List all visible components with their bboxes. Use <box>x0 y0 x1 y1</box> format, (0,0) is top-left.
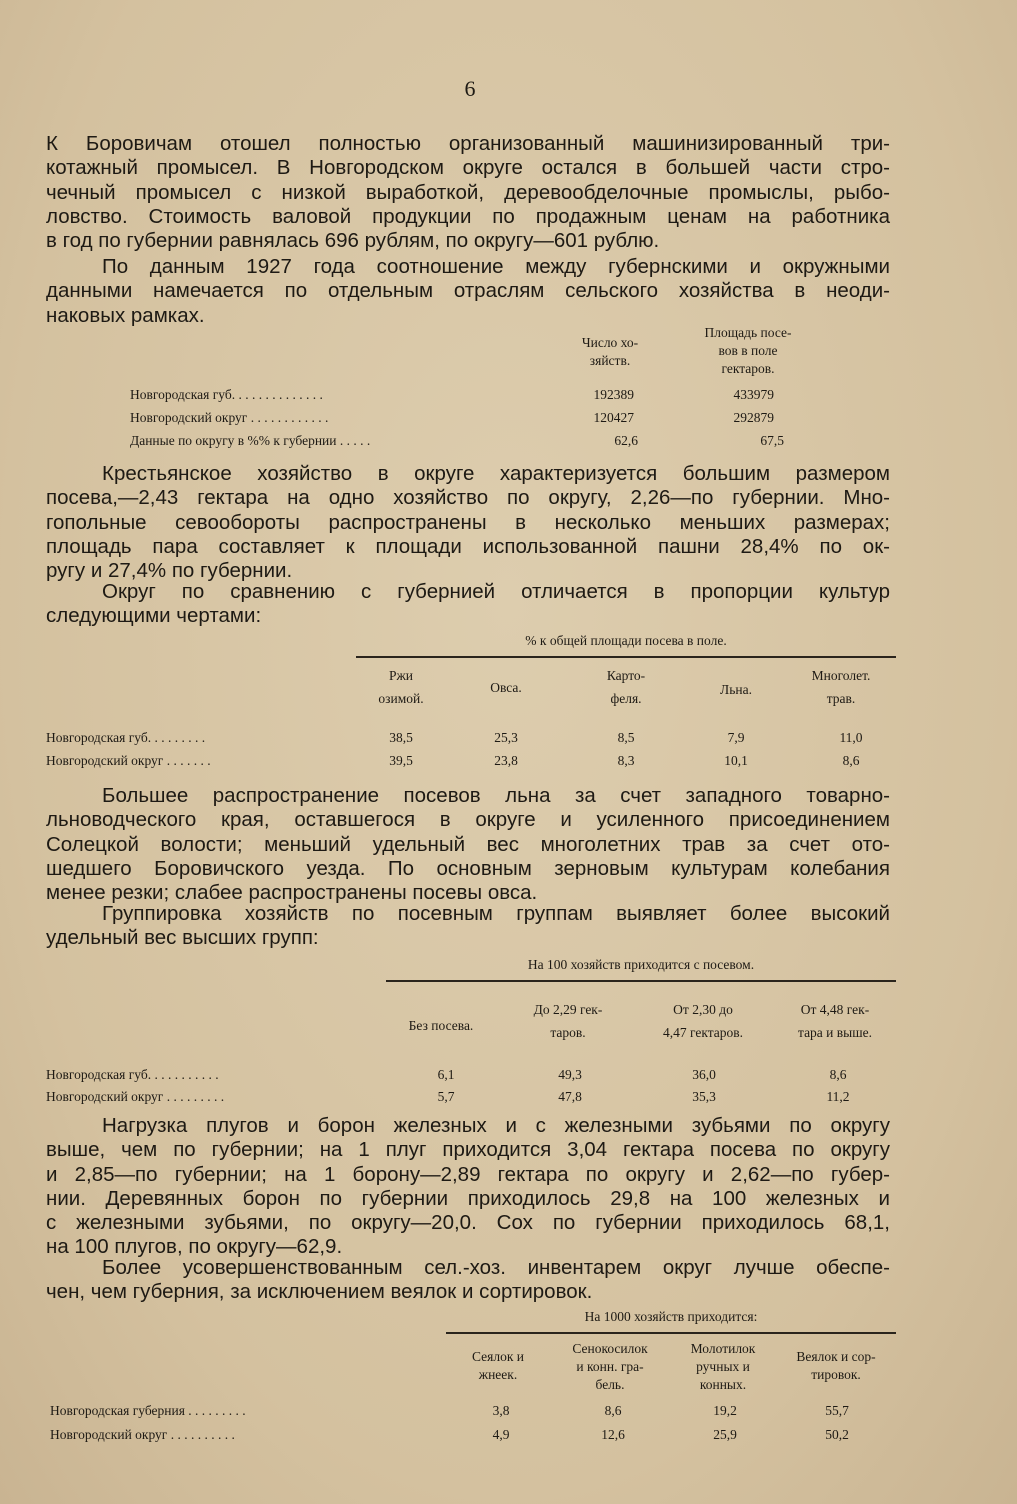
table-caption: % к общей площади посева в поле. <box>525 633 727 648</box>
column-header: Многолет. трав. <box>811 668 871 706</box>
text-line: на 100 плугов, по округу—62,9. <box>46 1235 343 1259</box>
text-line: льноводческого края, оставшегося в округе и усиленного присоединением <box>46 808 890 832</box>
column-header: Карто- феля. <box>606 668 646 706</box>
table-cell: 120427 <box>593 410 634 425</box>
paragraph-1 <box>46 132 890 253</box>
column-header: Без посева. <box>408 1018 474 1033</box>
table-rule <box>386 980 896 982</box>
row-label: Новгородский округ . . . . . . . <box>46 753 211 768</box>
text-line: в год по губернии равнялась 696 рублям, по округу—601 рублю. <box>46 229 660 253</box>
table-cell: 4,9 <box>492 1427 510 1442</box>
table-cell: 49,3 <box>558 1067 582 1082</box>
text-line: котажный промысел. В Новгородском округе остался в большей части стро- <box>46 156 890 180</box>
table-cell: 192389 <box>593 387 634 402</box>
text-line: чен, чем губерния, за исключением веялок и сортировок. <box>46 1280 593 1304</box>
row-label: Новгородская губ. . . . . . . . . <box>46 730 206 745</box>
table-cell: 11,0 <box>839 730 863 745</box>
row-label: Данные по округу в %% к губернии . . . . . <box>130 433 371 448</box>
column-header: Сенокосилок и конн. гра- бель. <box>572 1341 648 1392</box>
page-number: 6 <box>464 76 476 101</box>
paragraph-2 <box>46 255 890 328</box>
text-line: Округ по сравнению с губернией отличается в пропорции культур <box>102 580 890 603</box>
table-cell: 8,6 <box>604 1403 622 1418</box>
text-line: площадь пара составляет к площади использованной пашни 28,4% по ок- <box>46 534 890 558</box>
table-cell: 11,2 <box>826 1089 850 1104</box>
text-line: с железными зубьями, по округу—20,0. Сох по губернии приходилось 68,1, <box>46 1211 890 1235</box>
text-line: чечный промысел с низкой выработкой, деревообделочные промыслы, рыбо- <box>46 180 890 204</box>
table-cell: 19,2 <box>713 1403 737 1418</box>
table-cell: 25,3 <box>494 730 518 745</box>
text-line: Солецкой волости; меньший удельный вес многолетних трав за счет ото- <box>46 832 890 856</box>
table-cell: 3,8 <box>492 1403 510 1418</box>
table-inventory <box>50 1306 896 1446</box>
row-label: Новгородская губ. . . . . . . . . . . . . . <box>130 387 323 402</box>
column-header: До 2,29 гек- таров. <box>533 1002 603 1040</box>
table-cell: 67,5 <box>760 433 784 448</box>
text-line: менее резки; слабее распространены посевы овса. <box>46 881 538 905</box>
table-cell: 35,3 <box>692 1089 716 1104</box>
paragraph-6 <box>46 902 890 951</box>
row-label: Новгородский округ . . . . . . . . . . <box>50 1427 235 1442</box>
text-line: шедшего Боровичского уезда. По основным зерновым культурам колебания <box>46 856 890 880</box>
table-cell: 8,5 <box>617 730 635 745</box>
paragraph-8 <box>46 1256 890 1305</box>
column-header: Число хо- зяйств. <box>581 335 639 368</box>
text-line: Группировка хозяйств по посевным группам выявляет более высокий <box>102 902 890 925</box>
text-line: К Боровичам отошел полностью организованный машинизированный три- <box>46 132 890 155</box>
table-cell: 47,8 <box>558 1089 582 1104</box>
text-line: и 2,85—по губернии; на 1 борону—2,89 гектара по округу и 2,62—по губер- <box>46 1162 890 1186</box>
text-line: наковых рамках. <box>46 303 205 327</box>
table-cell: 10,1 <box>724 753 748 768</box>
table-sowing-groups <box>46 952 896 1112</box>
column-header: Сеялок и жнеек. <box>471 1349 525 1382</box>
column-header: Площадь посе- вов в поле гектаров. <box>704 325 792 376</box>
text-line: ругу и 27,4% по губернии. <box>46 559 293 583</box>
column-header: Овса. <box>490 680 522 695</box>
table-cell: 39,5 <box>389 753 413 768</box>
table-cell: 7,9 <box>727 730 745 745</box>
table-rule <box>446 1332 896 1334</box>
text-line: Крестьянское хозяйство в округе характеризуется большим размером <box>102 462 890 485</box>
text-line: посева,—2,43 гектара на одно хозяйство по округу, 2,26—по губернии. Мно- <box>46 486 890 510</box>
text-line: данными намечается по отдельным отраслям сельского хозяйства в неоди- <box>46 279 890 303</box>
column-header: От 4,48 гек- тара и выше. <box>798 1002 872 1040</box>
table-cell: 23,8 <box>494 753 518 768</box>
paragraph-3 <box>46 462 890 583</box>
column-header: Молотилок ручных и конных. <box>690 1341 756 1392</box>
table-cell: 12,6 <box>601 1427 625 1442</box>
table-households-area <box>130 325 830 458</box>
table-cell: 62,6 <box>614 433 638 448</box>
text-line: удельный вес высших групп: <box>46 926 319 950</box>
text-line: Более усовершенствованным сел.-хоз. инвентарем округ лучше обеспе- <box>102 1256 890 1279</box>
column-header: Льна. <box>720 682 752 697</box>
table-cell: 8,6 <box>842 753 860 768</box>
table-cell: 38,5 <box>389 730 413 745</box>
table-cell: 433979 <box>733 387 774 402</box>
table-crops-share <box>46 630 896 780</box>
table-cell: 36,0 <box>692 1067 716 1082</box>
text-line: ловство. Стоимость валовой продукции по продажным ценам на работника <box>46 204 890 228</box>
row-label: Новгородская губ. . . . . . . . . . . <box>46 1067 219 1082</box>
table-caption: На 100 хозяйств приходится с посевом. <box>527 957 755 972</box>
paragraph-7 <box>46 1114 890 1260</box>
paragraph-4 <box>46 580 890 629</box>
row-label: Новгородский округ . . . . . . . . . <box>46 1089 225 1104</box>
table-cell: 25,9 <box>713 1427 737 1442</box>
column-header: Веялок и сор- тировок. <box>796 1349 876 1382</box>
text-line: По данным 1927 года соотношение между губернскими и окружными <box>102 255 890 278</box>
table-rule <box>356 656 896 658</box>
table-cell: 6,1 <box>437 1067 455 1082</box>
paragraph-5 <box>46 784 890 905</box>
table-caption: На 1000 хозяйств приходится: <box>584 1309 758 1324</box>
text-line: выше, чем по губернии; на 1 плуг приходится 3,04 гектара посева по округу <box>46 1138 890 1162</box>
row-label: Новгородская губерния . . . . . . . . . <box>50 1403 246 1418</box>
column-header: Ржи озимой. <box>378 668 424 706</box>
table-cell: 292879 <box>733 410 774 425</box>
text-line: Нагрузка плугов и борон железных и с железными зубьями по округу <box>102 1114 890 1137</box>
table-cell: 50,2 <box>825 1427 849 1442</box>
text-line: гопольные севообороты распространены в несколько меньших размерах; <box>46 510 890 534</box>
text-line: следующими чертами: <box>46 604 262 628</box>
table-cell: 8,6 <box>829 1067 847 1082</box>
column-header: От 2,30 до 4,47 гектаров. <box>662 1002 744 1040</box>
text-line: Большее распространение посевов льна за счет западного товарно- <box>102 784 890 807</box>
table-cell: 5,7 <box>437 1089 455 1104</box>
table-cell: 55,7 <box>825 1403 849 1418</box>
row-label: Новгородский округ . . . . . . . . . . . . <box>130 410 329 425</box>
text-line: нии. Деревянных борон по губернии приходилось 29,8 на 100 железных и <box>46 1186 890 1210</box>
table-cell: 8,3 <box>617 753 635 768</box>
